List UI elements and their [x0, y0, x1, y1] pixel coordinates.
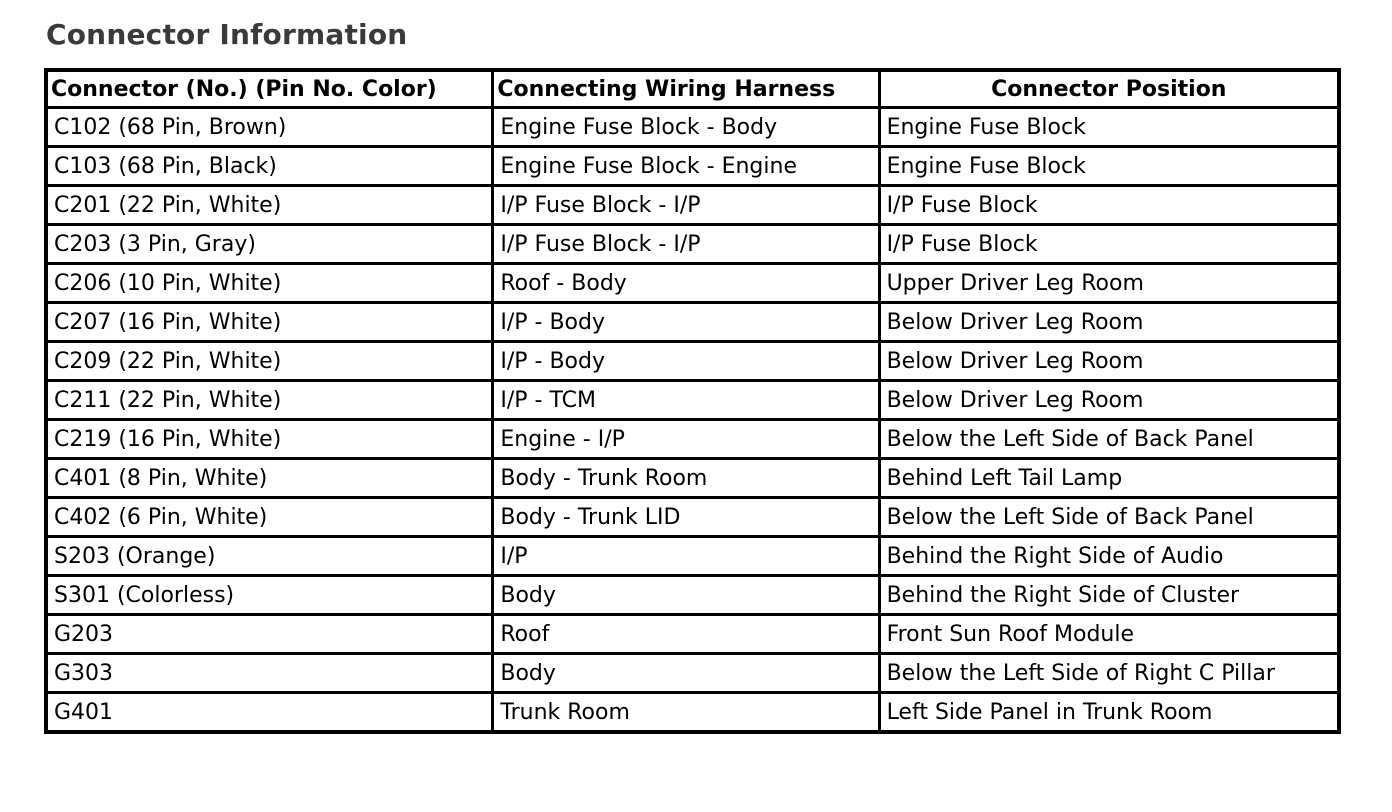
table-row — [48, 187, 1337, 223]
cell-connector: C203 (3 Pin, Gray) — [48, 226, 491, 262]
table-row — [48, 577, 1337, 613]
cell-connector-position: Behind the Right Side of Cluster — [881, 577, 1337, 613]
table-row — [48, 460, 1337, 496]
cell-wiring-harness: Roof — [494, 616, 877, 652]
cell-wiring-harness: Body - Trunk Room — [494, 460, 877, 496]
cell-connector-position: Left Side Panel in Trunk Room — [881, 694, 1337, 730]
cell-connector-position: Below Driver Leg Room — [881, 343, 1337, 379]
cell-connector: G303 — [48, 655, 491, 691]
table-row — [48, 694, 1337, 730]
table-row — [48, 499, 1337, 535]
cell-connector: C207 (16 Pin, White) — [48, 304, 491, 340]
cell-connector: S301 (Colorless) — [48, 577, 491, 613]
table-header-row — [48, 72, 1337, 106]
cell-connector-position: Upper Driver Leg Room — [881, 265, 1337, 301]
table-row — [48, 538, 1337, 574]
cell-connector-position: Behind Left Tail Lamp — [881, 460, 1337, 496]
cell-wiring-harness: I/P - Body — [494, 343, 877, 379]
cell-wiring-harness: Trunk Room — [494, 694, 877, 730]
table-row — [48, 226, 1337, 262]
table-row — [48, 343, 1337, 379]
cell-connector-position: I/P Fuse Block — [881, 187, 1337, 223]
connector-table-container — [44, 68, 1341, 734]
cell-connector: C211 (22 Pin, White) — [48, 382, 491, 418]
connector-table — [44, 68, 1341, 734]
page-title: Connector Information — [46, 18, 408, 51]
header-connector: Connector (No.) (Pin No. Color) — [48, 72, 491, 106]
cell-connector: C103 (68 Pin, Black) — [48, 148, 491, 184]
cell-wiring-harness: Body - Trunk LID — [494, 499, 877, 535]
cell-wiring-harness: Engine - I/P — [494, 421, 877, 457]
cell-wiring-harness: I/P - TCM — [494, 382, 877, 418]
table-row — [48, 148, 1337, 184]
cell-connector-position: Below the Left Side of Right C Pillar — [881, 655, 1337, 691]
header-wiring-harness: Connecting Wiring Harness — [494, 72, 877, 106]
header-connector-position: Connector Position — [881, 72, 1337, 106]
cell-wiring-harness: I/P — [494, 538, 877, 574]
table-row — [48, 616, 1337, 652]
cell-connector-position: Engine Fuse Block — [881, 148, 1337, 184]
cell-wiring-harness: Body — [494, 577, 877, 613]
cell-connector: S203 (Orange) — [48, 538, 491, 574]
cell-connector: C201 (22 Pin, White) — [48, 187, 491, 223]
table-row — [48, 265, 1337, 301]
table-row — [48, 109, 1337, 145]
cell-connector-position: Behind the Right Side of Audio — [881, 538, 1337, 574]
cell-connector-position: I/P Fuse Block — [881, 226, 1337, 262]
cell-wiring-harness: Body — [494, 655, 877, 691]
cell-connector-position: Below the Left Side of Back Panel — [881, 499, 1337, 535]
cell-connector: C102 (68 Pin, Brown) — [48, 109, 491, 145]
cell-connector: C209 (22 Pin, White) — [48, 343, 491, 379]
cell-connector-position: Front Sun Roof Module — [881, 616, 1337, 652]
cell-connector-position: Engine Fuse Block — [881, 109, 1337, 145]
cell-connector: C219 (16 Pin, White) — [48, 421, 491, 457]
cell-connector-position: Below Driver Leg Room — [881, 304, 1337, 340]
cell-wiring-harness: Engine Fuse Block - Engine — [494, 148, 877, 184]
cell-wiring-harness: Engine Fuse Block - Body — [494, 109, 877, 145]
cell-connector: C401 (8 Pin, White) — [48, 460, 491, 496]
table-row — [48, 655, 1337, 691]
table-row — [48, 304, 1337, 340]
table-row — [48, 421, 1337, 457]
cell-wiring-harness: I/P Fuse Block - I/P — [494, 226, 877, 262]
cell-wiring-harness: I/P Fuse Block - I/P — [494, 187, 877, 223]
cell-wiring-harness: I/P - Body — [494, 304, 877, 340]
cell-connector: G203 — [48, 616, 491, 652]
cell-connector: C206 (10 Pin, White) — [48, 265, 491, 301]
cell-connector: C402 (6 Pin, White) — [48, 499, 491, 535]
cell-connector-position: Below Driver Leg Room — [881, 382, 1337, 418]
cell-wiring-harness: Roof - Body — [494, 265, 877, 301]
cell-connector: G401 — [48, 694, 491, 730]
cell-connector-position: Below the Left Side of Back Panel — [881, 421, 1337, 457]
table-body — [48, 109, 1337, 730]
table-row — [48, 382, 1337, 418]
